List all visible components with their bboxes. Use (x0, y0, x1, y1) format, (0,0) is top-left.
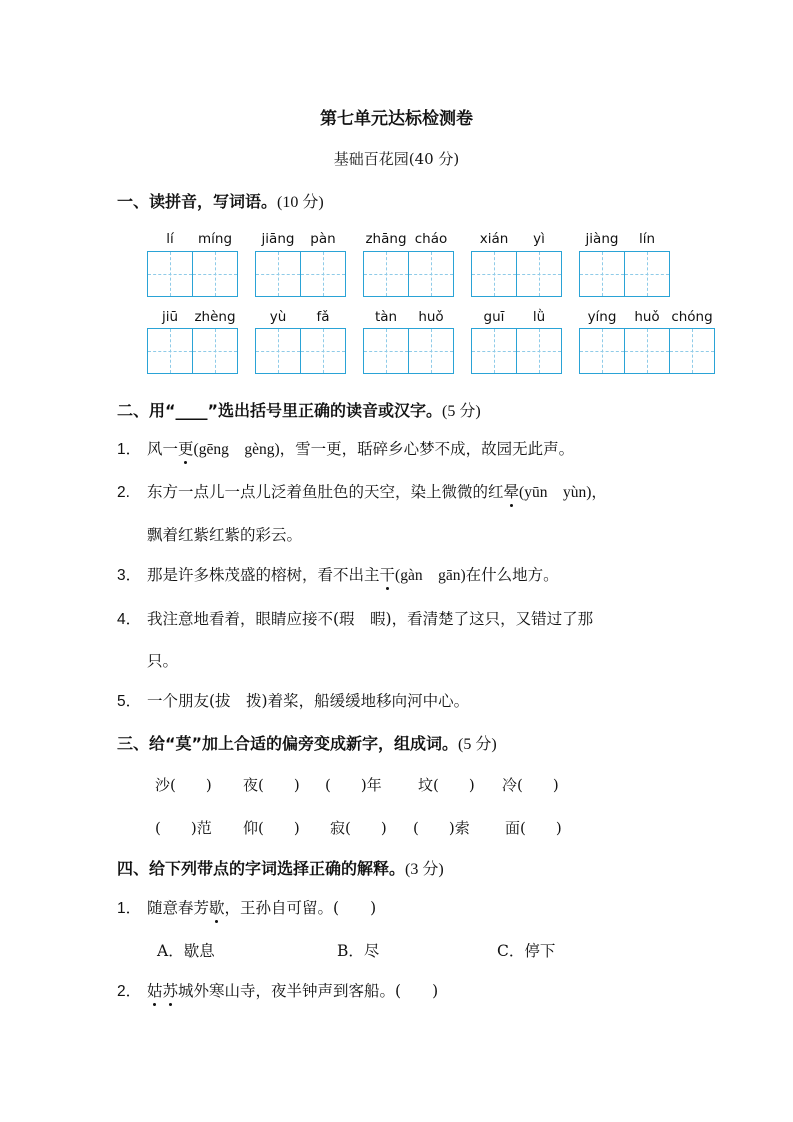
q-text: 风一 (147, 440, 179, 458)
pinyin-label: fǎ (316, 309, 330, 325)
section-2-score: (5 分) (442, 403, 481, 420)
writing-box-group (363, 251, 454, 297)
page-title: 第七单元达标检测卷 (320, 109, 473, 129)
blank-item: 寂( ) (330, 819, 387, 837)
writing-cell[interactable] (516, 328, 562, 374)
writing-box-group (147, 251, 238, 297)
blank-item: 坟( ) (418, 776, 475, 794)
q-text: (gàn gān)在什么地方。 (395, 567, 559, 584)
option-c[interactable]: C．停下 (497, 942, 556, 960)
blank-item: ( )索 (413, 819, 470, 837)
s2-question-5 (117, 689, 469, 711)
pinyin-label: zhèng (194, 309, 236, 325)
q-text: (gēng gèng)，雪一更，聒碎乡心梦不成，故园无此声。 (193, 441, 575, 458)
s4-question-2 (117, 979, 438, 1001)
writing-cell[interactable] (147, 251, 193, 297)
q-text: 东方一点儿一点儿泛着鱼肚色的天空，染上微微的红 (147, 483, 504, 501)
page-subtitle: 基础百花园(40 分) (333, 150, 460, 168)
writing-box-group (471, 251, 562, 297)
q-text: 城外寒山寺，夜半钟声到客船。( ) (178, 982, 439, 1000)
section-3-heading (117, 731, 497, 754)
s2-question-4-cont: 只。 (147, 652, 179, 670)
option-a[interactable]: A．歇息 (157, 942, 215, 960)
section-2-heading (117, 398, 481, 421)
q-text: (yūn yùn)， (519, 484, 607, 501)
writing-cell[interactable] (516, 251, 562, 297)
writing-box-group (579, 251, 670, 297)
q-number: 4． (117, 611, 142, 628)
writing-cell[interactable] (300, 328, 346, 374)
blank-item: 沙( ) (155, 776, 212, 794)
section-2-title: 二、用“____”选出括号里正确的读音或汉字。 (117, 401, 443, 420)
pinyin-label: guī (483, 309, 505, 325)
blank-item: 冷( ) (502, 776, 559, 794)
writing-box-group (255, 251, 346, 297)
dotted-char: 干 (380, 563, 396, 585)
blank-item: 仰( ) (243, 819, 300, 837)
writing-cell[interactable] (192, 251, 238, 297)
writing-box-group (363, 328, 454, 374)
pinyin-label: xián (479, 231, 509, 247)
writing-cell[interactable] (579, 251, 625, 297)
writing-cell[interactable] (255, 251, 301, 297)
writing-box-group (471, 328, 562, 374)
pinyin-label: huǒ (634, 309, 660, 325)
s2-question-3 (117, 563, 559, 585)
q-text: 那是许多株茂盛的榕树，看不出主 (147, 566, 380, 584)
section-1-heading (117, 189, 324, 212)
s2-question-2 (117, 480, 607, 502)
s4-question-1 (117, 896, 376, 918)
blank-item: 面( ) (505, 819, 562, 837)
q-text: 随意春芳 (147, 899, 210, 917)
section-3-title: 三、给“莫”加上合适的偏旁变成新字，组成词。 (117, 734, 459, 753)
writing-cell[interactable] (579, 328, 625, 374)
writing-cell[interactable] (408, 251, 454, 297)
option-b[interactable]: B．尽 (337, 942, 380, 960)
writing-cell[interactable] (363, 251, 409, 297)
section-4-title: 四、给下列带点的字词选择正确的解释。 (117, 859, 406, 878)
s2-question-1 (117, 437, 574, 459)
pinyin-label: jiàng (585, 231, 619, 247)
blank-item: ( )年 (325, 776, 382, 794)
pinyin-label: chóng (671, 309, 713, 325)
writing-cell[interactable] (471, 328, 517, 374)
q-number: 3． (117, 567, 142, 584)
pinyin-label: lí (166, 231, 174, 247)
writing-cell[interactable] (255, 328, 301, 374)
pinyin-label: lǜ (532, 309, 546, 325)
pinyin-label: huǒ (418, 309, 444, 325)
q-number: 2． (117, 983, 142, 1000)
dotted-char: 更 (178, 437, 194, 459)
blank-item: ( )范 (155, 819, 212, 837)
blank-item: 夜( ) (243, 776, 300, 794)
q-number: 1． (117, 900, 142, 917)
section-3-score: (5 分) (458, 736, 497, 753)
dotted-char: 晕 (504, 480, 520, 502)
section-1-score: (10 分) (277, 194, 324, 211)
dotted-char: 姑 (147, 979, 163, 1001)
pinyin-label: míng (197, 231, 233, 247)
s2-question-2-cont: 飘着红紫红紫的彩云。 (147, 526, 303, 544)
section-1-title: 一、读拼音，写词语。 (117, 192, 278, 211)
section-4-score: (3 分) (405, 861, 444, 878)
pinyin-label: lín (638, 231, 656, 247)
writing-box-group (255, 328, 346, 374)
writing-cell[interactable] (300, 251, 346, 297)
writing-cell[interactable] (408, 328, 454, 374)
writing-cell[interactable] (669, 328, 715, 374)
pinyin-label: yì (533, 231, 545, 247)
pinyin-label: yíng (587, 309, 617, 325)
writing-cell[interactable] (363, 328, 409, 374)
q-number: 5． (117, 693, 142, 710)
q-text: 一个朋友(拔 拨)着桨，船缓缓地移向河中心。 (147, 692, 470, 710)
pinyin-label: jiāng (261, 231, 295, 247)
pinyin-label: jiū (161, 309, 179, 325)
dotted-char: 歇 (209, 896, 225, 918)
writing-cell[interactable] (471, 251, 517, 297)
pinyin-label: pàn (310, 231, 336, 247)
writing-cell[interactable] (192, 328, 238, 374)
pinyin-label: tàn (374, 309, 398, 325)
q-text: ，王孙自可留。( ) (224, 899, 377, 917)
pinyin-label: yù (269, 309, 287, 325)
q-number: 1． (117, 441, 142, 458)
q-number: 2. (117, 484, 130, 501)
writing-box-group (579, 328, 715, 374)
writing-cell[interactable] (624, 251, 670, 297)
s2-question-4 (117, 607, 593, 629)
q-text: 我注意地看着，眼睛应接不(瑕 暇)，看清楚了这只，又错过了那 (147, 610, 594, 628)
pinyin-label: cháo (414, 231, 448, 247)
pinyin-label: zhāng (365, 231, 407, 247)
writing-box-group (147, 328, 238, 374)
writing-cell[interactable] (624, 328, 670, 374)
section-4-heading (117, 856, 444, 879)
dotted-char: 苏 (163, 979, 179, 1001)
writing-cell[interactable] (147, 328, 193, 374)
